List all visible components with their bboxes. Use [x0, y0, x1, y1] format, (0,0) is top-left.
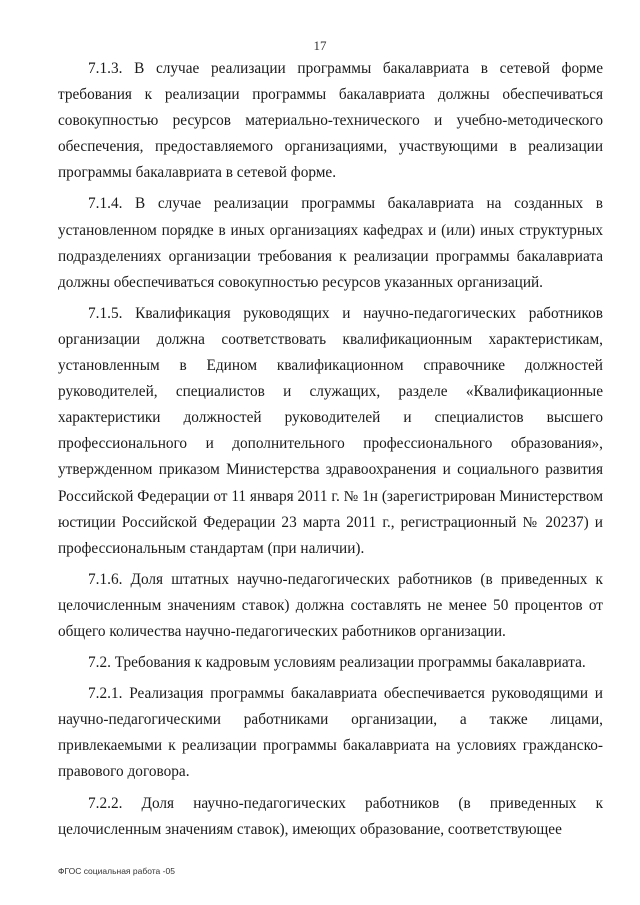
- paragraph-7-2-1: 7.2.1. Реализация программы бакалавриата обеспечивается руководящими и научно-педагогическими работниками организации, а также лицами, привлекаемыми к реализации программы бакалавриата на условиях гражданско-правового договора.: [58, 685, 603, 781]
- paragraph-7-2-2: 7.2.2. Доля научно-педагогических работников (в приведенных к целочисленным значениям ставок), имеющих образование, соответствующее: [58, 794, 603, 838]
- paragraph-7-1-6: 7.1.6. Доля штатных научно-педагогических работников (в приведенных к целочисленным значениям ставок) должна составлять не менее 50 процентов от общего количества научно-педагогических работников организации.: [58, 570, 603, 640]
- page-number: 17: [313, 38, 327, 53]
- paragraph-7-1-4: 7.1.4. В случае реализации программы бакалавриата на созданных в установленном порядке в иных организациях кафедрах и (или) иных структурных подразделениях организации требования к реализации программы бакалавриата должны обеспечиваться совокупностью ресурсов указанных организаций.: [58, 195, 603, 291]
- section-heading-7-2: 7.2. Требования к кадровым условиям реализации программы бакалавриата.: [88, 654, 586, 672]
- document-body: [58, 56, 603, 848]
- paragraph-7-1-3: 7.1.3. В случае реализации программы бакалавриата в сетевой форме требования к реализации программы бакалавриата должны обеспечиваться совокупностью ресурсов материально-технического и учебно-методического обеспечения, предоставляемого организациями, участвующими в реализации программы бакалавриата в сетевой форме.: [58, 60, 603, 182]
- footer-label: ФГОС социальная работа -05: [58, 866, 175, 876]
- paragraph-7-1-5: 7.1.5. Квалификация руководящих и научно-педагогических работников организации должна соответствовать квалификационным характеристикам, установленным в Едином квалификационном справочнике должностей руководителей, специалистов и служащих, разделе «Квалификационные характеристики должностей руководителей и специалистов высшего профессионального и дополнительного профессионального образования», утвержденном приказом Министерства здравоохранения и социального развития Российской Федерации от 11 января 2011 г. № 1н (зарегистрирован Министерством юстиции Российской Федерации 23 марта 2011 г., регистрационный № 20237) и профессиональным стандартам (при наличии).: [58, 304, 603, 557]
